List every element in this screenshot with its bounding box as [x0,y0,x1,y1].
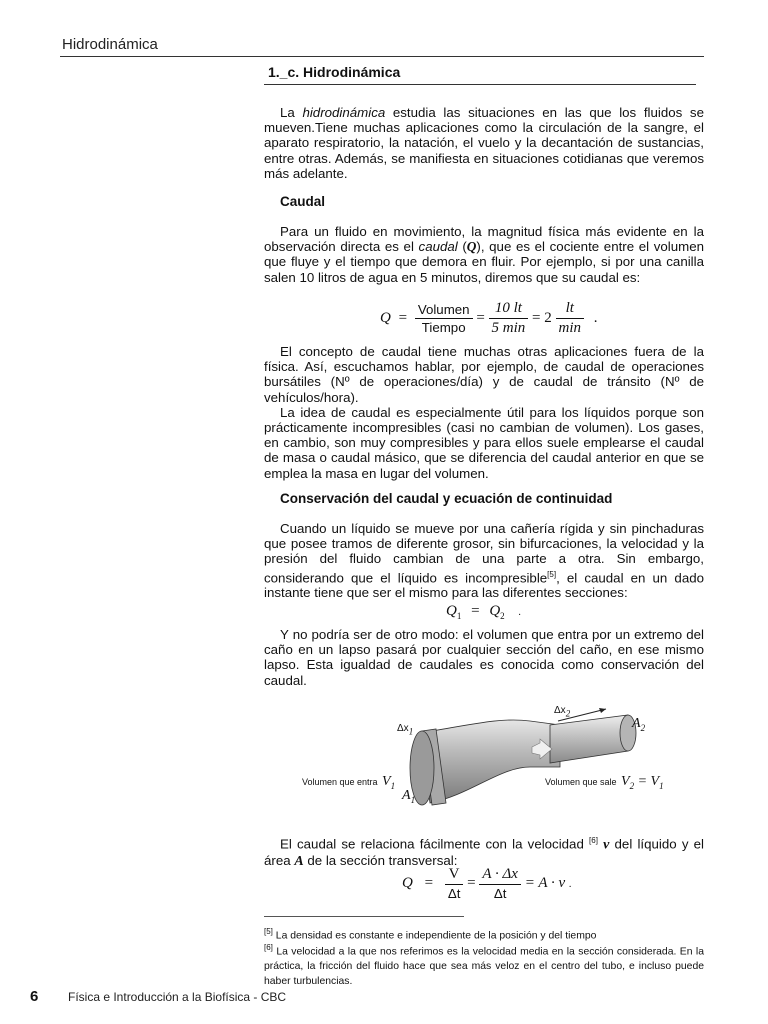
footnote-6: [6] La velocidad a la que nos referimos es la velocidad media en la sección considerada. En la práctica, la fricción del fluido hace que sea más veloz en el centro del tubo, e incluso puede haber turbulencias. [264,943,704,987]
dx1-label: $\Delta x_1$ [397,723,414,737]
velocity-equation: Q = $\frac{V}{\Delta t}$ = $\frac{A \cdot \Delta x}{\Delta t}$ = A · v . [402,866,572,901]
caudal-equation: Q = $\frac{\text{Volumen}}{\text{Tiempo}}$ = $\frac{10 lt}{5 \min}$ = 2 $\frac{lt}{\min}$ . [380,300,598,336]
volume-in-label: Volumen que entra $V_1$ [302,774,396,792]
header-rule [60,56,704,57]
caudal-paragraph: Para un fluido en movimiento, la magnitud física más evidente en la observación directa es el caudal (Q), que es el cociente entre el volumen que fluye y el tiempo que demora en fluir. Por ejemplo, si por una canilla salen 10 litros de agua en 5 minutos, diremos que su caudal es: [264,224,704,285]
a2-label: $A_2$ [632,716,646,733]
section-title: 1._c. Hidrodinámica [268,64,401,80]
pipe-figure [300,695,700,815]
conservacion-paragraph-2: Y no podría ser de otro modo: el volumen que entra por un extremo del caño en un lapso pasará por cualquier sección del caño, en ese mismo lapso. Esta igualdad de caudales es conocida como conservación del caudal. [264,627,704,688]
a1-label: $A_1$ [402,788,416,805]
running-header: Hidrodinámica [62,36,158,53]
intro-paragraph: La hidrodinámica estudia las situaciones en las que los fluidos se mueven.Tiene muchas aplicaciones como la circulación de la sangre, el aparato respiratorio, la natación, el vuelo y la decantación de sustancias, entre otras. Además, se manifiesta en situaciones cotidianas que veremos más adelante. [264,105,704,181]
conservacion-heading: Conservación del caudal y ecuación de continuidad [280,491,613,506]
volume-out-label: Volumen que sale $V_2 = V_1$ [545,774,664,792]
pipe-narrow [550,715,628,763]
caudal-heading: Caudal [280,194,326,209]
caudal-paragraph-2: El concepto de caudal tiene muchas otras aplicaciones fuera de la física. Así, escuchamos hablar, por ejemplo, de caudal de operaciones bursátiles (Nº de operaciones/día) y de caudal de tránsito (Nº de vehículos/hora). La idea de caudal es especialmente útil para los líquidos porque son prácticamente incompresibles (casi no cambian de volumen). Los gases, en cambio, son muy compresibles y para ellos suele emplearse el caudal de masa o caudal másico, que se diferencia del caudal anterior en que se emplea la masa en lugar del volumen. [264,344,704,481]
page-number: 6 [30,988,39,1005]
footnote-rule [264,916,464,917]
dx2-label: $\Delta x_2$ [554,705,571,719]
conservacion-paragraph: Cuando un líquido se mueve por una cañería rígida y sin pinchaduras que posee tramos de diferente grosor, sin bifurcaciones, la velocidad y la presión del fluido cambian de una parte a otra. Sin embargo, considerando que el líquido es incompresible[5], el caudal en un dado instante tiene que ser el mismo para las diferentes secciones: [264,521,704,601]
book-title: Física e Introducción a la Biofísica - CBC [68,990,287,1004]
velocidad-paragraph: El caudal se relaciona fácilmente con la velocidad [6] v del líquido y el área A de la sección transversal: [264,836,704,869]
section-rule [264,84,696,85]
continuity-equation: $Q_1 = Q_2$ . [446,603,521,621]
footnote-5: [5] La densidad es constante e independiente de la posición y del tiempo [264,927,597,942]
